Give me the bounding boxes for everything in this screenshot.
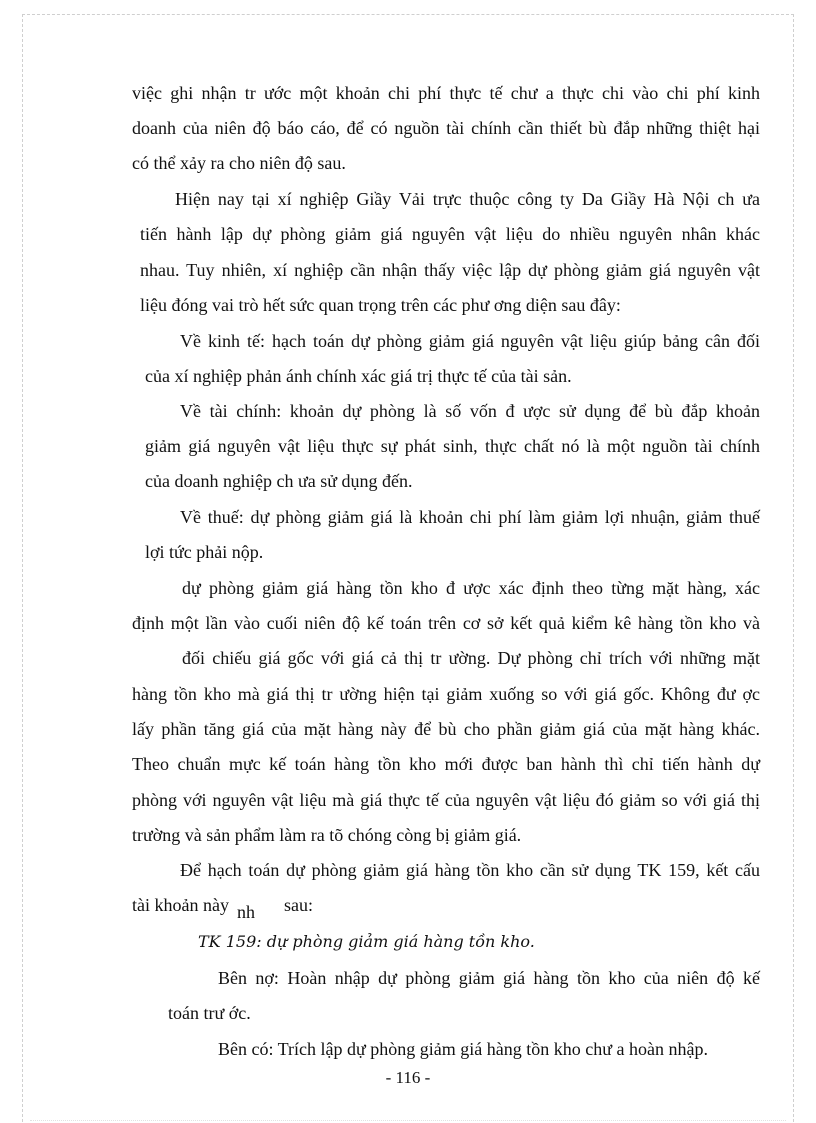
page-number: - 116 - <box>385 1068 431 1087</box>
text-line: nh <box>237 902 255 922</box>
text-line: Để hạch toán dự phòng giảm giá hàng tồn kho cần sử dụng TK 159, kết cấu <box>180 860 760 880</box>
text-line: lấy phần tăng giá của mặt hàng này để bù cho phần giảm giá của mặt hàng khác. <box>132 719 760 739</box>
text-line: Về tài chính: khoản dự phòng là số vốn đ ược sử dụng để bù đắp khoản <box>180 401 760 421</box>
text-line: sau: <box>284 895 313 915</box>
text-line: Bên có: Trích lập dự phòng giảm giá hàng tồn kho chư a hoàn nhập. <box>218 1039 708 1059</box>
text-line: trường và sản phẩm làm ra tõ chóng còng bị giảm giá. <box>132 825 522 845</box>
text-line: nhau. Tuy nhiên, xí nghiệp cần nhận thấy việc lập dự phòng giảm giá nguyên vật <box>140 260 760 280</box>
page-border <box>22 14 794 1122</box>
footer-divider <box>30 1120 786 1121</box>
text-line: hàng tồn kho mà giá thị tr ường hiện tại giảm xuống so với giá gốc. Không đư ợc <box>132 684 760 704</box>
text-line: có thể xảy ra cho niên độ sau. <box>132 153 346 173</box>
text-line: tài khoản này <box>132 895 229 915</box>
text-line: định một lần vào cuối niên độ kế toán trên cơ sở kết quả kiểm kê hàng tồn kho và <box>132 613 760 633</box>
text-line: Bên nợ: Hoàn nhập dự phòng giảm giá hàng tồn kho của niên độ kế <box>218 968 760 988</box>
account-heading: TK 159: dự phòng giảm giá hàng tồn kho. <box>198 932 535 951</box>
text-line: toán trư ớc. <box>168 1003 251 1023</box>
text-line: phòng với nguyên vật liệu mà giá thực tế của nguyên vật liệu đó giảm so với giá thị <box>132 790 760 810</box>
text-line: liệu đóng vai trò hết sức quan trọng trên các phư ơng diện sau đây: <box>140 295 621 315</box>
text-line: doanh của niên độ báo cáo, để có nguồn tài chính cần thiết bù đắp những thiệt hại <box>132 118 760 138</box>
text-line: Hiện nay tại xí nghiệp Giầy Vải trực thuộc công ty Da Giầy Hà Nội ch ưa <box>175 189 760 209</box>
text-line: của xí nghiệp phản ánh chính xác giá trị thực tế của tài sản. <box>145 366 572 386</box>
text-line: lợi tức phải nộp. <box>145 542 264 562</box>
text-line: việc ghi nhận tr ước một khoản chi phí thực tế chư a thực chi vào chi phí kinh <box>132 83 760 103</box>
text-line: dự phòng giảm giá hàng tồn kho đ ược xác định theo từng mặt hàng, xác <box>182 578 760 598</box>
text-line: tiến hành lập dự phòng giảm giá nguyên vật liệu do nhiều nguyên nhân khác <box>140 224 760 244</box>
text-line: Về kinh tế: hạch toán dự phòng giảm giá nguyên vật liệu giúp bảng cân đối <box>180 331 760 351</box>
text-line: Theo chuẩn mực kế toán hàng tồn kho mới được ban hành thì chỉ tiến hành dự <box>132 754 760 774</box>
text-line: Về thuế: dự phòng giảm giá là khoản chi phí làm giảm lợi nhuận, giảm thuế <box>180 507 760 527</box>
text-line: giảm giá nguyên vật liệu thực sự phát sinh, thực chất nó là một nguồn tài chính <box>145 436 760 456</box>
text-line: của doanh nghiệp ch ưa sử dụng đến. <box>145 471 413 491</box>
text-line: đối chiếu giá gốc với giá cả thị tr ường. Dự phòng chỉ trích với những mặt <box>182 648 760 668</box>
